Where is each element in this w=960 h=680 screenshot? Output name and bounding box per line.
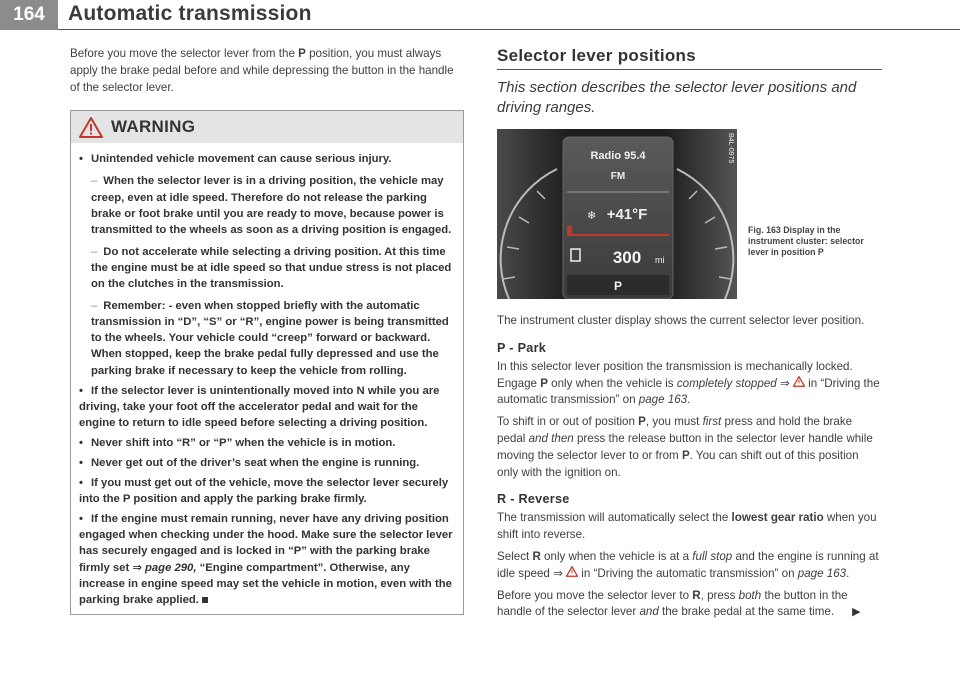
page-number: 164 [0,0,58,30]
display-radio-label: Radio 95.4 [590,150,646,162]
intro-text-1: Before you move the selector lever from the [70,47,299,60]
warning-subitem: – When the selector lever is in a driving position, the vehicle may creep, even at idle speed. Therefore do not release the parking brake or foot brake until you are ready to move, because power is transmitted to the wheels as soon as a driving position is engaged. [91,175,452,236]
header-divider [58,29,960,30]
text: and then [528,431,574,445]
warning-box [70,110,464,614]
text: the button in the handle of the selector lever [497,588,848,619]
warning-item: • Never shift into “R” or “P” when the vehicle is in motion. [79,436,396,449]
intro-paragraph [70,46,465,96]
warning-item-text: If the engine must remain running, never have any driving position engaged when checking under the hood. Make sure the selector lever has securely engaged and is locked in “P” with the parking brake firmly set [79,513,453,574]
text: In this selector lever position the transmission is mechanically locked. Engage [497,359,853,390]
text: . [846,566,850,580]
section-subtitle: This section describes the selector lever positions and driving ranges. [497,79,857,116]
reverse-paragraph-1 [497,510,881,544]
figure-caption: Fig. 163 Display in the instrument cluster: selector lever in position P [748,225,864,257]
text: press the release button in the selector lever handle while moving the selector lever to or from [497,431,873,462]
warning-item: • Never get out of the driver’s seat when the engine is running. [79,456,420,469]
section-title: Selector lever positions [497,46,696,65]
text: first [702,415,722,429]
warning-triangle-icon [793,376,805,387]
instrument-cluster-display-image [497,129,737,299]
warning-item-text: Never get out of the driver’s seat when the engine is running. [91,456,420,469]
reverse-paragraph-3 [497,588,881,622]
text: both [738,588,762,602]
text: only when the vehicle is [547,376,677,390]
display-band: FM [610,171,626,182]
text: press and hold the brake pedal [497,415,853,445]
display-range: 300 [612,248,642,267]
text: . [687,393,691,407]
warning-triangle-icon [566,566,578,577]
text: completely stopped [676,376,777,390]
warning-item: • If the engine must remain running, never have any driving position engaged when checking under the hood. Make sure the selector lever has securely engaged and is locked in “P” with the parking brake firmly set ⇒ page 290, “Engine compartment”. Otherwise, any increase in engine speed may set the vehicle in motion, even with the parking brake applied. [79,513,453,606]
warning-item: • If you must get out of the vehicle, move the selector lever securely into the P position and apply the parking brake firmly. [79,477,449,506]
intro-text-2: position, you must always apply the brake pedal before and while depressing the button in the handle of the selector lever. [70,47,454,94]
text: R [532,549,541,563]
text: when you shift into reverse. [497,511,877,542]
intro-p-bold: P [298,47,306,60]
text: the brake pedal at the same time. [658,605,835,619]
snowflake-icon: ❄ [587,209,597,222]
next-page-arrow-icon: ▶ [852,606,861,619]
park-paragraph-1 [497,359,881,409]
warning-subitem-text: Remember: - even when stopped briefly with the automatic transmission in “D”, “S” or “R”, engine power is being transmitted to the wheels. Your vehicle could “creep” forward or backward. When stopped, keep the brake pedal fully depressed and use the parking brake if necessary to keep the vehicle from rolling. [91,300,449,377]
text: P [540,376,548,390]
warning-subitem-text: Do not accelerate while selecting a driving position. At this time the engine must be at idle speed so that undue stress is not placed on the clutches in the transmission. [91,245,452,291]
page-header [0,0,960,34]
warning-header [71,111,463,143]
warning-triangle-icon [79,117,103,138]
text: The transmission will automatically select the [497,511,732,525]
text: P [681,448,690,462]
display-temperature: +41°F [606,206,648,223]
warning-item: • Unintended vehicle movement can cause serious injury. [79,153,392,166]
figure [497,129,881,313]
warning-body [71,143,463,613]
page-reference-link[interactable]: page 163 [638,393,688,407]
text: full stop [692,549,733,563]
warning-item-text: “Engine compartment”. Otherwise, any increase in engine speed may set the vehicle in motion, even with the parking brake applied. [79,561,452,606]
text: , press [700,588,739,602]
text: P [638,415,646,429]
reverse-heading: R - Reverse [497,492,570,507]
text: To shift in or out of position [497,415,639,429]
warning-item-text: Unintended vehicle movement can cause serious injury. [91,153,392,166]
text: in “Driving the automatic transmission” on [497,376,880,407]
text: . You can shift out of this position only with the ignition on. [497,448,859,479]
display-range-unit: mi [655,255,665,265]
right-column [497,46,881,621]
text: , you must [645,415,703,429]
reverse-paragraph-2 [497,549,881,583]
text: lowest gear ratio [731,511,824,525]
warning-subitem: – Do not accelerate while selecting a driving position. At this time the engine must be at idle speed so that undue stress is not placed on the clutches in the transmission. [91,245,452,291]
text: Before you move the selector lever to [497,588,693,602]
cross-ref-arrow: ⇒ [776,376,793,390]
warning-item-text: Never shift into “R” or “P” when the vehicle is in motion. [91,436,396,449]
warning-item-text: If you must get out of the vehicle, move the selector lever securely into the P position and apply the parking brake firmly. [79,477,449,506]
cross-ref-arrow: ⇒ [132,561,142,574]
warning-item-text: If the selector lever is unintentionally moved into N while you are driving, take your foot off the accelerator pedal and wait for the engine to return to idle speed before selecting a driving position. [79,384,440,429]
page-reference-link[interactable]: page 290, [144,561,197,574]
text: R [692,588,701,602]
warning-subitem-text: When the selector lever is in a driving position, the vehicle may creep, even at idle speed. Therefore do not release the parking brake or foot brake until you are ready to move, because power is transmitted to the wheels as soon as a driving position is engaged. [91,175,452,236]
park-heading: P - Park [497,340,547,355]
warning-item: • If the selector lever is unintentionally moved into N while you are driving, take your foot off the accelerator pedal and wait for the engine to return to idle speed before selecting a driving position. [79,384,440,429]
warning-title: WARNING [111,117,196,137]
display-gear-indicator: P [613,279,623,293]
cluster-intro: The instrument cluster display shows the current selector lever position. [497,314,865,327]
park-paragraph-2 [497,414,881,481]
left-column [70,46,465,615]
chapter-title: Automatic transmission [68,2,312,25]
warning-subitem: – Remember: - even when stopped briefly with the automatic transmission in “D”, “S” or “R”, engine power is being transmitted to the wheels. Your vehicle could “creep” forward or backward. When stopped, keep the brake pedal fully depressed and use the parking brake if necessary to keep the vehicle from rolling. [91,300,449,377]
page-reference-link[interactable]: page 163 [797,566,847,580]
text: and the engine is running at idle speed ⇒ [497,549,879,580]
image-code: B4L-0975 [727,133,734,164]
text: and [639,605,659,619]
section-divider [497,69,882,70]
text: Select [497,549,533,563]
text: in “Driving the automatic transmission” on [578,566,798,580]
end-of-section-mark [202,597,208,603]
text: only when the vehicle is at a [540,549,693,563]
